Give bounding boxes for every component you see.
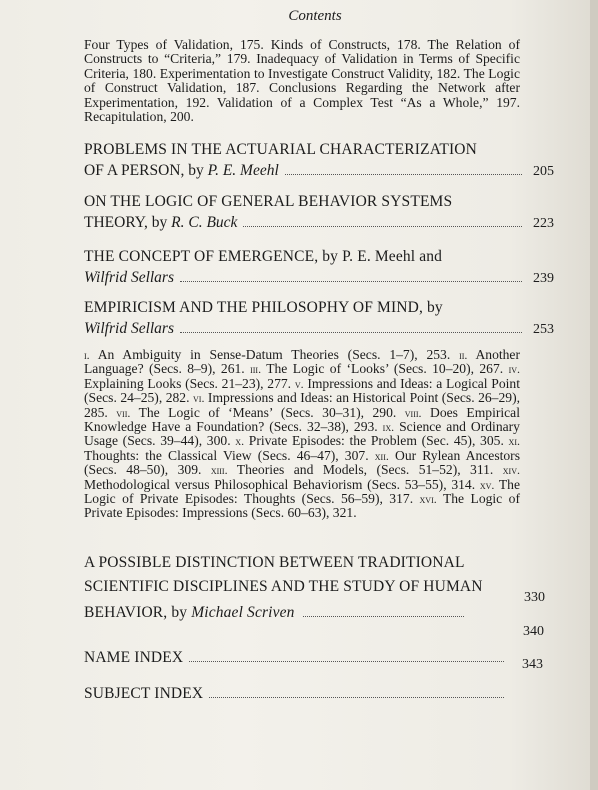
section-item: xv. The Logic of Private Episodes: Thoughts (Secs. 56–59), 317. xyxy=(84,476,520,507)
section-item: vii. The Logic of ‘Means’ (Secs. 30–31), 290. xyxy=(116,404,405,420)
entry-page-number: 253 xyxy=(533,322,554,337)
dot-leader xyxy=(180,281,522,282)
section-item: xiv. Methodological versus Philosophical Behaviorism (Secs. 53–55), 314. xyxy=(84,463,520,492)
section-item: xii. Our Rylean Ancestors (Secs. 48–50), 309. xyxy=(84,447,520,478)
section-item: iv. Explaining Looks (Secs. 21–23), 277. xyxy=(84,362,521,391)
name-index-label: NAME INDEX xyxy=(84,649,184,666)
toc-entry-empiricism xyxy=(84,298,554,341)
section-item: v. Impressions and Ideas: a Logical Point (Secs. 24–25), 282. xyxy=(84,375,520,406)
toc-entry-actuarial xyxy=(84,140,554,183)
dot-leader xyxy=(285,174,522,175)
dot-leader xyxy=(243,226,522,227)
entry-title: THE CONCEPT OF EMERGENCE, by P. E. Meehl and xyxy=(84,248,443,265)
section-item: i. An Ambiguity in Sense-Datum Theories (Secs. 1–7), 253. xyxy=(84,347,460,362)
section-item: ii. Another Language? (Secs. 8–9), 261. xyxy=(84,347,520,377)
toc-entry-behavior-systems xyxy=(84,192,554,235)
entry-author: P. E. Meehl xyxy=(207,162,279,179)
section-item: iii. The Logic of ‘Looks’ (Secs. 10–20), 267. xyxy=(250,361,509,377)
entry-by: by xyxy=(151,214,168,231)
toc-entry-emergence xyxy=(84,247,554,290)
entry-author: R. C. Buck xyxy=(171,214,238,231)
dot-leader xyxy=(303,616,464,617)
entry-by: by xyxy=(188,162,204,179)
entry-title: ON THE LOGIC OF GENERAL BEHAVIOR SYSTEMS xyxy=(84,193,453,210)
entry-title: PROBLEMS IN THE ACTUARIAL CHARACTERIZATION xyxy=(84,141,477,158)
sellars-sections-paragraph xyxy=(84,348,520,521)
scriven-page-number: 330 xyxy=(524,590,545,605)
scriven-title-line3: BEHAVIOR, by Michael Scriven xyxy=(84,604,464,622)
dot-leader xyxy=(209,697,504,698)
section-item: xiii. Theories and Models, (Secs. 51–52), 311. xyxy=(210,462,503,478)
entry-title-cont: OF A PERSON, xyxy=(84,162,185,179)
page-edge xyxy=(590,0,598,790)
name-index-entry xyxy=(84,649,504,667)
entry-author: Michael Scriven xyxy=(191,604,295,621)
subject-index-label: SUBJECT INDEX xyxy=(84,685,204,702)
entry-page-number: 223 xyxy=(533,216,554,231)
section-item: vi. Impressions and Ideas: an Historical Point (Secs. 26–29), 285. xyxy=(84,390,520,420)
running-head: Contents xyxy=(288,8,342,24)
entry-page-number: 205 xyxy=(533,164,554,179)
entry-author: Wilfrid Sellars xyxy=(84,320,174,337)
scriven-title-line2: SCIENTIFIC DISCIPLINES AND THE STUDY OF HUMAN xyxy=(84,578,483,595)
entry-title: EMPIRICISM AND THE PHILOSOPHY OF MIND, by xyxy=(84,299,443,316)
dot-leader xyxy=(189,661,504,662)
entry-author: Wilfrid Sellars xyxy=(84,269,174,286)
validation-paragraph: Four Types of Validation, 175. Kinds of Constructs, 178. The Relation of Constructs to “Criteria,” 179. Inadequacy of Validation in Terms of Specific Criteria, 180. Experimentation to Investigate Construct Validity, 182. The Logic of Construct Validation, 187. Conclusions Regarding the Network after Experimentation, 192. Validation of a Complex Test “As a Whole,” 197. Recapitulation, 200. xyxy=(84,37,520,125)
subject-index-entry xyxy=(84,685,504,703)
subject-index-page-number: 343 xyxy=(522,657,543,672)
section-item: ix. Science and Ordinary Usage (Secs. 39–44), 300. xyxy=(84,419,520,449)
section-item: xi. Thoughts: the Classical View (Secs. 46–47), 307. xyxy=(84,434,520,463)
scriven-title-line1: A POSSIBLE DISTINCTION BETWEEN TRADITIONAL xyxy=(84,554,465,571)
dot-leader xyxy=(180,332,522,333)
section-item: x. Private Episodes: the Problem (Sec. 45), 305. xyxy=(235,433,509,449)
name-index-page-number: 340 xyxy=(523,624,544,639)
section-item: viii. Does Empirical Knowledge Have a Foundation? (Secs. 32–38), 293. xyxy=(84,404,520,435)
section-item: xvi. The Logic of Private Episodes: Impressions (Secs. 60–63), 321. xyxy=(84,491,520,521)
entry-title-cont: THEORY, xyxy=(84,214,148,231)
entry-by: by xyxy=(171,604,188,621)
entry-page-number: 239 xyxy=(533,271,554,286)
